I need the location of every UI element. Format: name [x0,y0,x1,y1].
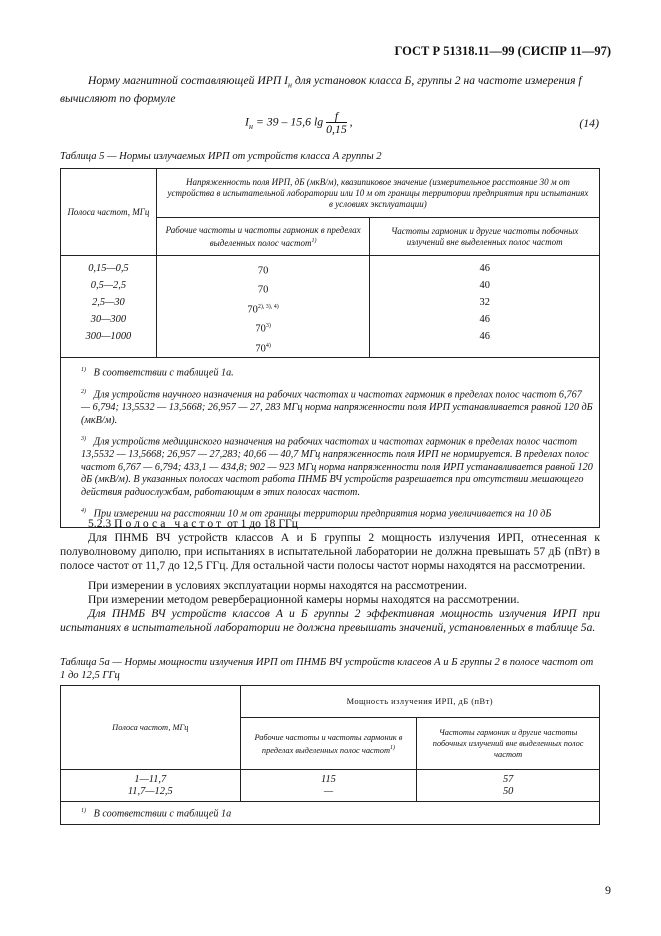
document-header: ГОСТ Р 51318.11—99 (СИСПР 11—97) [394,44,611,58]
table-row: 1—11,7 [134,773,167,785]
table5-notes [61,358,600,528]
intro-text: Норму магнитной составляющей ИРП I [88,74,288,87]
formula-number: (14) [579,116,599,130]
intro-subscript: н [287,80,292,90]
table5a-col-a: Рабочие частоты и частоты гармоник в пределах выделенных полос частот$^{1)}$ [240,718,417,770]
intro-text-2: для установок класса Б, группы 2 на частоте измерения f вычисляют по формуле [60,74,582,106]
section-paragraph-3: При измерении методом реверберационной камеры нормы находятся на рассмотрении. [88,593,520,606]
table-row: 300—1000 [85,331,132,342]
table5-col-group: Напряженность поля ИРП, дБ (мкВ/м), квазипиковое значение (измерительное расстояние 30 м от устройства в испытательной лаборатории или 10 м от границы территории предприятия при испытаниях в условиях эксплуатации) [156,169,599,218]
table5a-col-band: Полоса частот, МГц [61,686,241,770]
table5-note-4: $^{4)}$ При измерении на расстоянии 10 м от границы территории предприятия норма увеличивается на 10 дБ [81,508,552,520]
table-row: 0,5—2,5 [90,280,127,291]
section-paragraph-1: Для ПНМБ ВЧ устройств классов А и Б группы 2 мощность излучения ИРП, отнесенная к полуволновому диполю, при испытаниях в испытательной лаборатории не должна превышать 57 дБ (пВт) в полосе частот от 11,7 до 12,5 ГГц. Для остальной части полосы частот нормы находятся на рассмотрении. [60,531,600,572]
table5-note-1: $^{1)}$ В соответствии с таблицей 1а. [81,367,234,379]
section-paragraph-4: Для ПНМБ ВЧ устройств классов А и Б группы 2 эффективная мощность излучения ИРП при испытаниях в испытательной лаборатории не должна превышать значений, установленных в таблице 5а. [60,607,600,634]
formula-fraction: $\frac{f}{0,15}$ [326,109,347,136]
formula-14: $I_н = 39 - 15,6$ lg $\frac{f}{0,15}$ , [245,109,353,136]
table5a: Полоса частот, МГц Мощность излучения ИРП, дБ (пВт) Рабочие частоты и частоты гармоник в пределах выделенных полос частот$^{1)}$ Частоты гармоник и другие частоты побочных излучений вне выделенных полос частот 1—11,7 11,7—12,5 115 — 57 50 $^{1)}$ В соответствии с таблицей 1а [60,685,600,825]
table5a-col-b: Частоты гармоник и другие частоты побочных излучений вне выделенных полос частот [417,718,600,770]
table5-note-2: $^{2)}$ Для устройств научного назначения на рабочих частотах и частотах гармоник в пределах полос частот 6,767 — 6,794; 13,5532 — 13,5668; 26,957 — 27, 283 МГц норма напряженности поля ИРП устанавливается равной 120 дБ (мкВ/м). [81,389,593,426]
table-row: 0,15—0,5 [88,263,129,274]
section-heading: 5.2.3 Полоса частот от 1 до 18 ГГц [88,517,298,530]
table5-note-3: $^{3)}$ Для устройств медицинского назначения на рабочих частотах и частотах гармоник в пределах полос частот 13,5532 — 13,5668; 26,957 — 27,283; 40,66 — 40,7 МГц напряженность поля ИРП не нормируется. В пределах полос частот 6,767 — 6,794; 433,1 — 434,8; 902 — 923 МГц норма напряженности поля ИРП устанавливается равной 120 дБ (мкВ/м). В указанных полосах частот работа ПНМБ ВЧ устройств разрешается при отсутствии мешающего действия радиослужбам, работающим в этих полосах частот. [81,436,593,498]
table-row: 11,7—12,5 [127,785,173,797]
table5-band-cell [61,256,157,358]
table5-col-band: Полоса частот, МГц [61,169,157,256]
intro-paragraph [60,74,600,106]
section-paragraph-2: При измерении в условиях эксплуатации нормы находятся на рассмотрении. [88,579,468,592]
table5-col-a: Рабочие частоты и частоты гармоник в пределах выделенных полос частот$^{1)}$ [156,218,370,256]
table5-col-b: Частоты гармоник и другие частоты побочных излучений вне выделенных полос частот [370,218,600,256]
table5-caption: Таблица 5 — Нормы излучаемых ИРП от устройств класса А группы 2 [60,151,382,162]
table5 [60,168,600,528]
table5a-col-group: Мощность излучения ИРП, дБ (пВт) [240,686,599,718]
table-row: 2,5—30 [92,297,125,308]
page-number: 9 [605,883,611,897]
table-row: 30—300 [90,314,127,325]
table5-body [61,256,600,358]
table5a-caption: Таблица 5а — Нормы мощности излучения ИРП от ПНМБ ВЧ устройств класеов А и Б группы 2 в полосе частот от 1 до 12,5 ГГц [60,657,594,681]
table5-b-cell: 46 40 32 46 46 [370,256,600,358]
table5a-note: $^{1)}$ В соответствии с таблицей 1а [61,802,600,825]
table5-a-cell: 70 70 $70^{2), 3), 4)}$ 70$^{3)}$ 70$^{4)}$ [156,256,370,358]
